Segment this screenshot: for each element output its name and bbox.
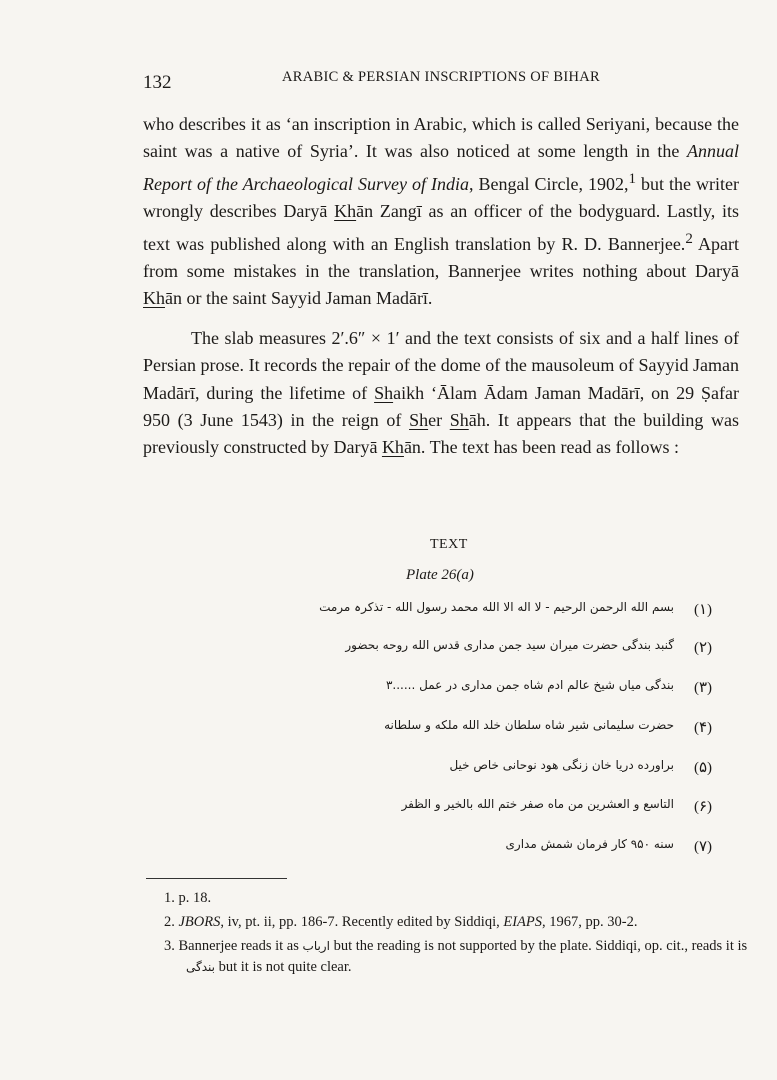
- report-title: Annual Report of the Archaeological Survey of India: [143, 141, 739, 194]
- underlined-kh: Kh: [381, 437, 404, 458]
- text-span: 2.: [164, 914, 179, 930]
- line-number: (۵): [693, 760, 712, 776]
- footnote-rule: [146, 878, 287, 879]
- underlined-sh: Sh: [409, 410, 429, 431]
- inscription-text: گنبد بندگی حضرت میران سید جمن مداری قدس الله روحه بحضور: [345, 638, 674, 652]
- section-title: TEXT: [430, 537, 468, 552]
- inscription-text: براورده دریا خان زنگی هود نوحانی خاص خیل: [449, 758, 674, 772]
- text-span: ān. The text has been read as follows :: [403, 437, 680, 458]
- page-number: 132: [143, 72, 172, 93]
- text-span: ān Zangī as an officer of the bodyguard. Lastly, its text was published along with an English translation by R. D. Bannerjee.: [143, 201, 739, 254]
- line-number: (۶): [693, 799, 712, 815]
- underlined-kh: Kh: [334, 201, 357, 222]
- citation-jbors: JBORS: [178, 914, 221, 930]
- line-number: (۱): [693, 602, 712, 618]
- line-number: (۳): [693, 680, 712, 696]
- paragraph-1: [143, 111, 739, 313]
- underlined-sh: Sh: [449, 410, 469, 431]
- text-span: āh. It appears that the building was previously constructed by Daryā: [143, 410, 740, 458]
- inscription-line-5: [200, 758, 712, 782]
- footnote-1: 1. p. 18.: [164, 890, 212, 906]
- inscription-line-4: [200, 718, 712, 742]
- inscription-line-3: [200, 678, 712, 702]
- text-span: , Bengal Circle, 1902,: [468, 173, 629, 194]
- text-span: er: [428, 410, 450, 431]
- text-span: but it is not quite clear.: [214, 959, 352, 975]
- line-number: (۴): [693, 720, 712, 736]
- inscription-text: حضرت سلیمانی شیر شاه سلطان خلد الله ملکه و سلطانه: [384, 718, 674, 732]
- footnotes: [164, 888, 760, 981]
- footnote-ref-1: 1: [628, 170, 636, 187]
- underlined-sh: Sh: [374, 382, 394, 403]
- inscription-line-6: [200, 797, 712, 821]
- body-text: [143, 111, 739, 462]
- inscription-text: التاسع و العشرین من ماه صفر ختم الله بالخیر و الظفر: [401, 797, 674, 811]
- text-span: The slab measures 2′.6″ × 1′ and the text consists of six and a half lines of Persian prose. It records the repair of the dome of the mausoleum of Sayyid Jaman Madārī, during the lifetime of: [143, 327, 739, 403]
- text-span: but the reading is not supported by the plate. Siddiqi, op. cit., reads it is: [329, 938, 748, 954]
- inscription-text: سنه ۹۵۰ کار فرمان شمش مداری: [505, 837, 674, 851]
- inscription-line-7: [200, 837, 712, 861]
- inscription-text: بندگی میاں شیخ عالم ادم شاه جمن مداری در عمل ......۳: [385, 678, 674, 692]
- plate-reference: Plate 26(a): [406, 567, 474, 583]
- text-span: ān or the saint Sayyid Jaman Madārī.: [165, 288, 433, 309]
- text-span: Apart from some mistakes in the translation, Bannerjee writes nothing about Daryā: [143, 233, 739, 282]
- line-number: (۷): [693, 839, 712, 855]
- inscription-line-1: [200, 600, 712, 624]
- inscription-line-2: [200, 638, 712, 662]
- underlined-kh: Kh: [143, 288, 165, 309]
- running-head: ARABIC & PERSIAN INSCRIPTIONS OF BIHAR: [282, 69, 600, 85]
- arabic-word: ارباب: [302, 939, 330, 953]
- inscription-text: بسم الله الرحمن الرحیم - لا اله الا الله محمد رسول الله - تذکرہ مرمت: [319, 600, 674, 614]
- text-span: , 1967, pp. 30-2.: [542, 914, 638, 930]
- text-span: who describes it as ‘an inscription in Arabic, which is called Seriyani, because the saint was a native of Syria’. It was also noticed at some length in the: [143, 114, 739, 162]
- footnote-3: [164, 936, 760, 978]
- citation-eiaps: EIAPS: [503, 914, 543, 930]
- text-span: 3. Bannerjee reads it as: [164, 938, 303, 954]
- text-span: , iv, pt. ii, pp. 186-7. Recently edited by Siddiqi,: [220, 914, 504, 930]
- paragraph-2: [143, 325, 739, 462]
- footnote-ref-2: 2: [685, 230, 693, 247]
- line-number: (۲): [693, 640, 712, 656]
- footnote-2: [164, 912, 760, 933]
- text-span: but the writer wrongly describes Daryā: [143, 173, 739, 222]
- text-span: aikh ‘Ālam Ādam Jaman Madārī, on 29 Ṣafar 950 (3 June 1543) in the reign of: [143, 382, 739, 431]
- arabic-word: بندگی: [186, 960, 215, 974]
